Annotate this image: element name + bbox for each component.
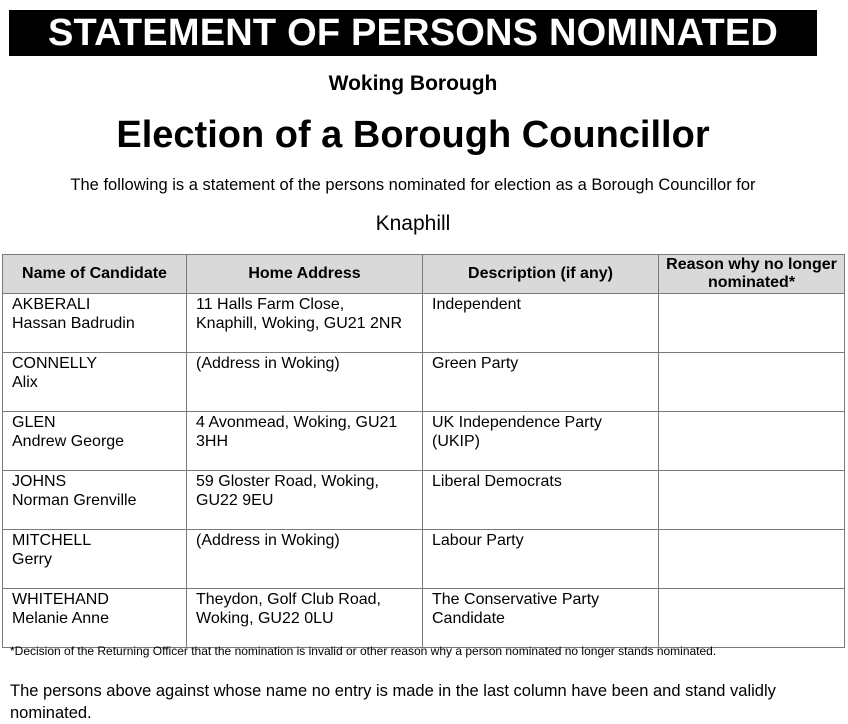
reason-cell xyxy=(659,294,845,353)
description-line: Liberal Democrats xyxy=(432,473,562,490)
reason-cell xyxy=(659,589,845,648)
nominations-table xyxy=(2,254,845,648)
table-header-row xyxy=(3,255,845,294)
candidate-name-cell xyxy=(3,471,187,530)
closing-statement: The persons above against whose name no entry is made in the last column have been and stand validly nominated. xyxy=(10,682,776,722)
description-cell xyxy=(423,471,659,530)
address-line: (Address in Woking) xyxy=(196,532,340,549)
address-line: 3HH xyxy=(196,433,229,450)
candidate-name-cell xyxy=(3,530,187,589)
reason-cell xyxy=(659,530,845,589)
reason-cell xyxy=(659,471,845,530)
description-cell xyxy=(423,353,659,412)
ward-name: Knaphill xyxy=(375,212,451,235)
description-line: Green Party xyxy=(432,355,519,372)
table-row xyxy=(3,412,845,471)
description-cell xyxy=(423,294,659,353)
description-line: (UKIP) xyxy=(432,433,480,450)
candidate-name-cell xyxy=(3,294,187,353)
candidate-forenames: Alix xyxy=(12,374,38,391)
candidate-name-cell xyxy=(3,412,187,471)
candidate-surname: MITCHELL xyxy=(12,532,92,549)
table-row xyxy=(3,471,845,530)
address-line: Knaphill, Woking, GU21 2NR xyxy=(196,315,403,332)
description-line: UK Independence Party xyxy=(432,414,602,431)
description-cell xyxy=(423,589,659,648)
description-line: The Conservative Party xyxy=(432,591,600,608)
candidate-surname: AKBERALI xyxy=(12,296,91,313)
address-line: Theydon, Golf Club Road, xyxy=(196,591,381,608)
candidate-surname: JOHNS xyxy=(12,473,67,490)
header-description: Description (if any) xyxy=(423,255,659,294)
description-line: Candidate xyxy=(432,610,505,627)
candidate-name-cell xyxy=(3,353,187,412)
candidate-forenames: Andrew George xyxy=(12,433,125,450)
home-address-cell xyxy=(187,294,423,353)
candidate-name-cell xyxy=(3,589,187,648)
header-reason: Reason why no longer nominated* xyxy=(659,255,845,294)
description-line: Independent xyxy=(432,296,521,313)
document-banner: STATEMENT OF PERSONS NOMINATED xyxy=(9,10,817,56)
candidate-forenames: Gerry xyxy=(12,551,52,568)
footnote: *Decision of the Returning Officer that the nomination is invalid or other reason why a person nominated no longer stands nominated. xyxy=(10,644,717,658)
address-line: 4 Avonmead, Woking, GU21 xyxy=(196,414,398,431)
address-line: 11 Halls Farm Close, xyxy=(196,296,345,313)
table-row xyxy=(3,294,845,353)
header-address: Home Address xyxy=(187,255,423,294)
description-cell xyxy=(423,530,659,589)
address-line: 59 Gloster Road, Woking, xyxy=(196,473,379,490)
candidate-forenames: Norman Grenville xyxy=(12,492,137,509)
header-name: Name of Candidate xyxy=(3,255,187,294)
address-line: Woking, GU22 0LU xyxy=(196,610,334,627)
description-line: Labour Party xyxy=(432,532,524,549)
candidate-forenames: Melanie Anne xyxy=(12,610,109,627)
table-row xyxy=(3,530,845,589)
home-address-cell xyxy=(187,589,423,648)
home-address-cell xyxy=(187,412,423,471)
candidate-forenames: Hassan Badrudin xyxy=(12,315,135,332)
candidate-surname: WHITEHAND xyxy=(12,591,109,608)
intro-statement: The following is a statement of the persons nominated for election as a Borough Councillor for xyxy=(70,176,756,194)
candidate-surname: CONNELLY xyxy=(12,355,98,372)
table-row xyxy=(3,353,845,412)
candidate-surname: GLEN xyxy=(12,414,56,431)
address-line: (Address in Woking) xyxy=(196,355,340,372)
borough-name: Woking Borough xyxy=(328,72,498,95)
home-address-cell xyxy=(187,471,423,530)
reason-cell xyxy=(659,353,845,412)
home-address-cell xyxy=(187,353,423,412)
election-title: Election of a Borough Councillor xyxy=(116,114,710,156)
description-cell xyxy=(423,412,659,471)
home-address-cell xyxy=(187,530,423,589)
reason-cell xyxy=(659,412,845,471)
address-line: GU22 9EU xyxy=(196,492,274,509)
table-row xyxy=(3,589,845,648)
